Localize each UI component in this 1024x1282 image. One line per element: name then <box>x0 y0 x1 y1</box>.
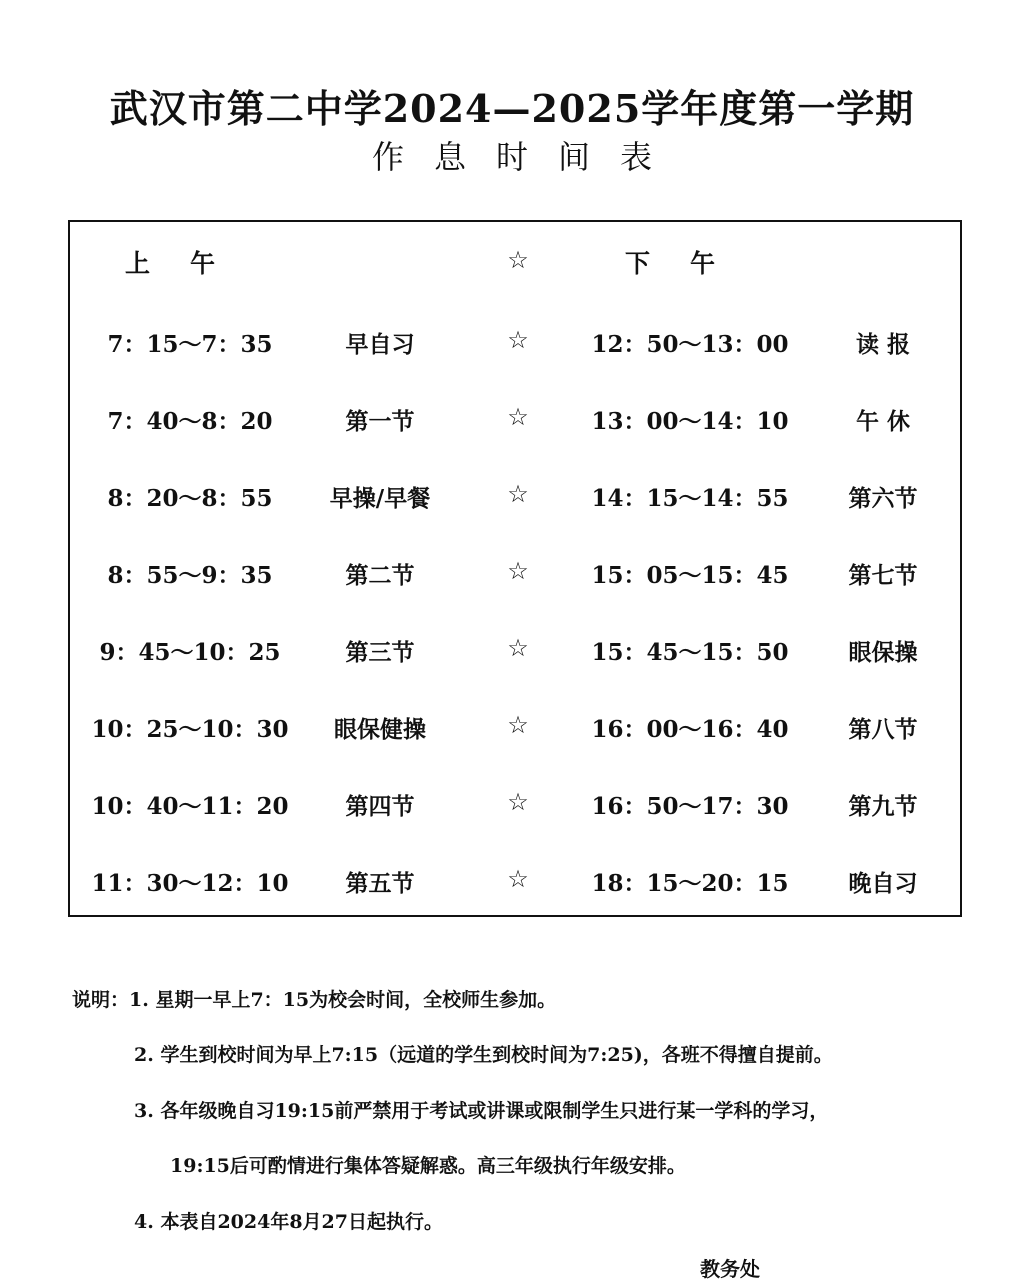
note-line-5: 4. 本表自2024年8月27日起执行。 <box>134 1211 443 1233</box>
afternoon-time: 13：00～14：10 <box>591 408 789 435</box>
star-icon: ☆ <box>507 326 529 354</box>
page-subtitle: 作息时间表 <box>371 138 682 176</box>
morning-time: 7：15～7：35 <box>107 331 273 358</box>
afternoon-time: 15：05～15：45 <box>591 562 789 589</box>
star-icon: ☆ <box>507 557 529 585</box>
afternoon-time: 16：00～16：40 <box>591 716 789 743</box>
afternoon-activity: 第七节 <box>848 562 918 589</box>
morning-time: 8：55～9：35 <box>107 562 273 589</box>
afternoon-activity: 晚自习 <box>848 870 918 897</box>
afternoon-activity: 读 报 <box>855 331 910 358</box>
afternoon-time: 14：15～14：55 <box>591 485 789 512</box>
morning-header: 上午 <box>124 249 255 278</box>
afternoon-header: 下午 <box>624 249 755 278</box>
page-title: 武汉市第二中学2024—2025学年度第一学期 <box>109 86 915 131</box>
afternoon-activity: 第九节 <box>848 793 918 820</box>
star-icon: ☆ <box>507 711 529 739</box>
morning-activity: 第一节 <box>345 408 415 435</box>
morning-activity: 眼保健操 <box>334 716 426 743</box>
morning-time: 7：40～8：20 <box>107 408 273 435</box>
schedule-table <box>68 220 962 917</box>
note-line-1: 说明：1. 星期一早上7：15为校会时间，全校师生参加。 <box>72 989 557 1011</box>
star-icon: ☆ <box>507 788 529 816</box>
note-line-4: 19:15后可酌情进行集体答疑解惑。高三年级执行年级安排。 <box>170 1155 686 1177</box>
afternoon-time: 12：50～13：00 <box>591 331 789 358</box>
afternoon-activity: 午 休 <box>855 408 910 435</box>
morning-time: 11：30～12：10 <box>91 870 289 897</box>
morning-activity: 早操/早餐 <box>329 485 431 512</box>
afternoon-activity: 眼保操 <box>848 639 918 666</box>
afternoon-time: 18：15～20：15 <box>591 870 789 897</box>
morning-time: 8：20～8：55 <box>107 485 273 512</box>
afternoon-time: 15：45～15：50 <box>591 639 789 666</box>
morning-activity: 第四节 <box>345 793 415 820</box>
note-line-3: 3. 各年级晚自习19:15前严禁用于考试或讲课或限制学生只进行某一学科的学习， <box>134 1100 829 1122</box>
morning-time: 10：25～10：30 <box>91 716 289 743</box>
star-icon: ☆ <box>507 480 529 508</box>
afternoon-activity: 第八节 <box>848 716 918 743</box>
morning-activity: 第五节 <box>345 870 415 897</box>
star-icon: ☆ <box>507 865 529 893</box>
office-signature: 教务处 <box>700 1257 760 1281</box>
morning-time: 10：40～11：20 <box>91 793 289 820</box>
star-icon: ☆ <box>507 246 529 274</box>
afternoon-activity: 第六节 <box>848 485 918 512</box>
star-icon: ☆ <box>507 403 529 431</box>
note-line-2: 2. 学生到校时间为早上7:15（远道的学生到校时间为7:25)，各班不得擅自提前。 <box>134 1044 833 1066</box>
morning-activity: 第二节 <box>345 562 415 589</box>
star-icon: ☆ <box>507 634 529 662</box>
morning-activity: 第三节 <box>345 639 415 666</box>
afternoon-time: 16：50～17：30 <box>591 793 789 820</box>
morning-time: 9：45～10：25 <box>99 639 281 666</box>
morning-activity: 早自习 <box>345 331 415 358</box>
